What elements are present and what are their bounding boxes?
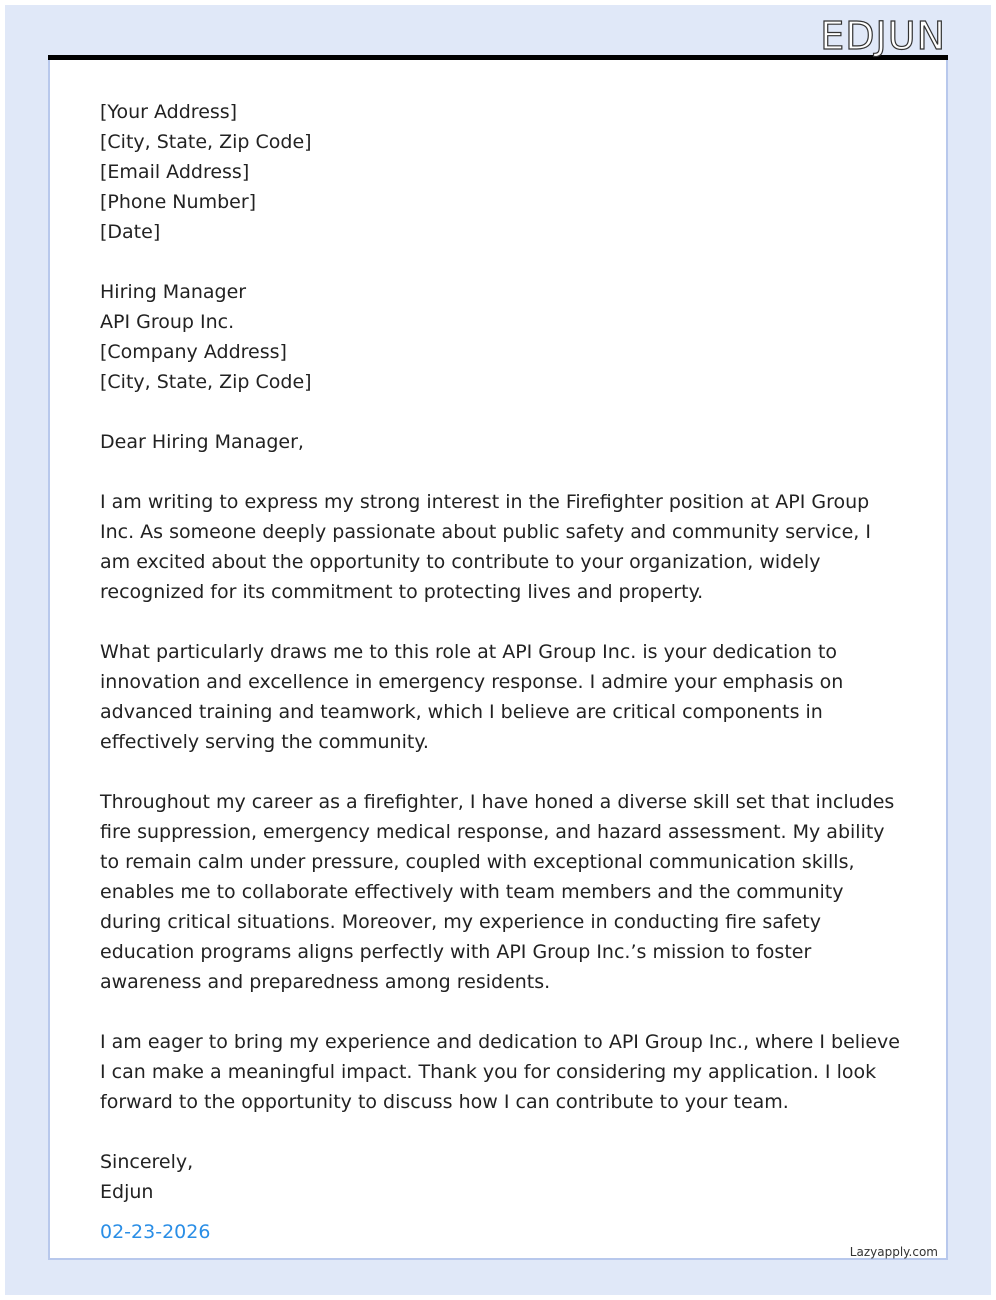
closing: Sincerely,: [100, 1151, 194, 1173]
brand-logo: EDJUN: [820, 14, 946, 58]
sender-address: [Your Address]: [100, 101, 238, 123]
recipient-city: [City, State, Zip Code]: [100, 371, 312, 393]
sender-email: [Email Address]: [100, 161, 250, 183]
signed-date: 02-23-2026: [100, 1221, 211, 1243]
signature: Edjun: [100, 1181, 154, 1203]
recipient-address: [Company Address]: [100, 341, 287, 363]
paragraph-3: Throughout my career as a firefighter, I have honed a diverse skill set that includes fire suppression, emergency medical response, and hazard assessment. My ability to remain calm under pressure, coupled with exceptional communication skills, enables me to collaborate effectively with team members and the community during critical situations. Moreover, my experience in conducting fire safety education programs aligns perfectly with API Group Inc.’s mission to foster awareness and preparedness among residents.: [100, 791, 895, 993]
paragraph-2: What particularly draws me to this role at API Group Inc. is your dedication to innovation and excellence in emergency response. I admire your emphasis on advanced training and teamwork, which I believe are critical components in effectively serving the community.: [100, 641, 844, 753]
footer-credit: Lazyapply.com: [849, 1245, 938, 1259]
letter-body: [100, 97, 900, 1247]
sender-date: [Date]: [100, 221, 161, 243]
header-rule: [48, 55, 948, 60]
paragraph-4: I am eager to bring my experience and dedication to API Group Inc., where I believe I can make a meaningful impact. Thank you for considering my application. I look forward to the opportunity to discuss how I can contribute to your team.: [100, 1031, 900, 1113]
recipient-company: API Group Inc.: [100, 311, 235, 333]
paragraph-1: I am writing to express my strong interest in the Firefighter position at API Group Inc. As someone deeply passionate about public safety and community service, I am excited about the opportunity to contribute to your organization, widely recognized for its commitment to protecting lives and property.: [100, 491, 871, 603]
sender-phone: [Phone Number]: [100, 191, 257, 213]
recipient-title: Hiring Manager: [100, 281, 247, 303]
sender-city: [City, State, Zip Code]: [100, 131, 312, 153]
salutation: Dear Hiring Manager,: [100, 431, 304, 453]
